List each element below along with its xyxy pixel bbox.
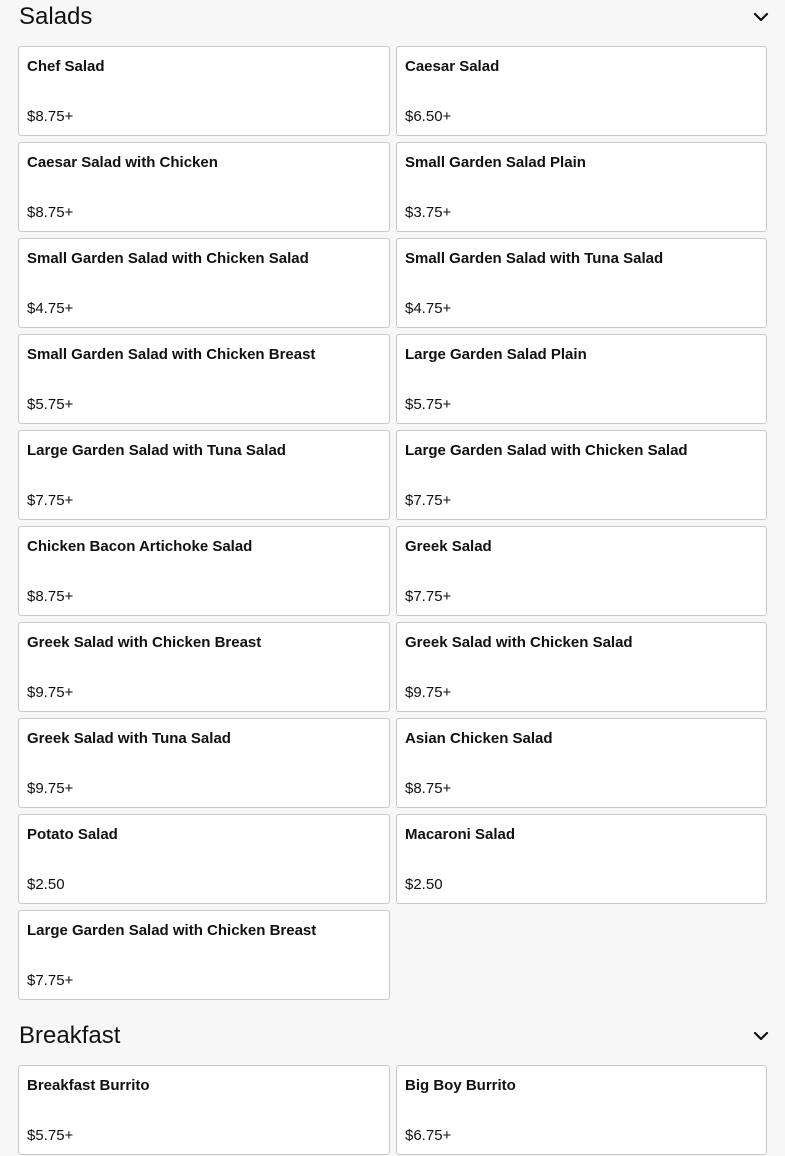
item-price: $7.75+ bbox=[27, 972, 74, 989]
item-name: Large Garden Salad with Tuna Salad bbox=[27, 442, 286, 459]
item-price: $7.75+ bbox=[405, 492, 452, 509]
item-name: Asian Chicken Salad bbox=[405, 730, 553, 747]
menu-item-card[interactable] bbox=[18, 1065, 390, 1155]
item-price: $6.50+ bbox=[405, 108, 452, 125]
item-name: Potato Salad bbox=[27, 826, 118, 843]
item-name: Caesar Salad bbox=[405, 58, 500, 75]
menu-item-card[interactable] bbox=[396, 430, 767, 520]
item-price: $8.75+ bbox=[27, 204, 74, 221]
item-price: $4.75+ bbox=[27, 300, 74, 317]
item-name: Greek Salad with Chicken Salad bbox=[405, 634, 633, 651]
item-name: Small Garden Salad Plain bbox=[405, 154, 586, 171]
menu-item-card[interactable] bbox=[18, 526, 390, 616]
menu-item-card[interactable] bbox=[18, 46, 390, 136]
section-header-salads[interactable] bbox=[19, 0, 769, 34]
item-price: $7.75+ bbox=[27, 492, 74, 509]
item-name: Large Garden Salad with Chicken Breast bbox=[27, 922, 317, 939]
menu-item-card[interactable] bbox=[396, 622, 767, 712]
item-price: $5.75+ bbox=[27, 396, 74, 413]
menu-item-card[interactable] bbox=[18, 814, 390, 904]
item-name: Greek Salad bbox=[405, 538, 492, 555]
menu-item-card[interactable] bbox=[396, 238, 767, 328]
item-price: $6.75+ bbox=[405, 1127, 452, 1144]
item-name: Small Garden Salad with Chicken Salad bbox=[27, 250, 309, 267]
item-name: Breakfast Burrito bbox=[27, 1077, 150, 1094]
chevron-down-icon[interactable] bbox=[753, 1028, 769, 1044]
item-name: Chicken Bacon Artichoke Salad bbox=[27, 538, 253, 555]
item-price: $5.75+ bbox=[405, 396, 452, 413]
item-price: $7.75+ bbox=[405, 588, 452, 605]
item-price: $9.75+ bbox=[405, 684, 452, 701]
menu-grid-salads bbox=[18, 46, 768, 1000]
menu-item-card[interactable] bbox=[18, 238, 390, 328]
menu-item-card[interactable] bbox=[18, 142, 390, 232]
section-title: Breakfast bbox=[19, 1022, 121, 1049]
item-name: Greek Salad with Chicken Breast bbox=[27, 634, 262, 651]
item-name: Big Boy Burrito bbox=[405, 1077, 516, 1094]
item-price: $8.75+ bbox=[27, 108, 74, 125]
section-header-breakfast[interactable] bbox=[19, 1019, 769, 1053]
item-price: $9.75+ bbox=[27, 780, 74, 797]
item-name: Large Garden Salad with Chicken Salad bbox=[405, 442, 688, 459]
menu-item-card[interactable] bbox=[396, 334, 767, 424]
item-name: Greek Salad with Tuna Salad bbox=[27, 730, 231, 747]
item-price: $8.75+ bbox=[27, 588, 74, 605]
chevron-down-icon[interactable] bbox=[753, 9, 769, 25]
item-name: Large Garden Salad Plain bbox=[405, 346, 587, 363]
item-price: $2.50 bbox=[27, 876, 65, 893]
menu-item-card[interactable] bbox=[396, 718, 767, 808]
menu-item-card[interactable] bbox=[396, 1065, 767, 1155]
menu-item-card[interactable] bbox=[18, 910, 390, 1000]
item-name: Small Garden Salad with Tuna Salad bbox=[405, 250, 664, 267]
menu-item-card[interactable] bbox=[396, 142, 767, 232]
item-price: $8.75+ bbox=[405, 780, 452, 797]
item-name: Caesar Salad with Chicken bbox=[27, 154, 218, 171]
item-name: Chef Salad bbox=[27, 58, 105, 75]
menu-item-card[interactable] bbox=[18, 430, 390, 520]
item-price: $2.50 bbox=[405, 876, 443, 893]
item-name: Macaroni Salad bbox=[405, 826, 516, 843]
item-price: $3.75+ bbox=[405, 204, 452, 221]
item-price: $4.75+ bbox=[405, 300, 452, 317]
menu-item-card[interactable] bbox=[18, 622, 390, 712]
section-title: Salads bbox=[19, 3, 93, 30]
item-price: $9.75+ bbox=[27, 684, 74, 701]
item-price: $5.75+ bbox=[27, 1127, 74, 1144]
menu-item-card[interactable] bbox=[396, 814, 767, 904]
menu-item-card[interactable] bbox=[396, 526, 767, 616]
item-name: Small Garden Salad with Chicken Breast bbox=[27, 346, 316, 363]
menu-item-card[interactable] bbox=[18, 334, 390, 424]
menu-grid-breakfast bbox=[18, 1065, 768, 1155]
menu-item-card[interactable] bbox=[18, 718, 390, 808]
menu-item-card[interactable] bbox=[396, 46, 767, 136]
